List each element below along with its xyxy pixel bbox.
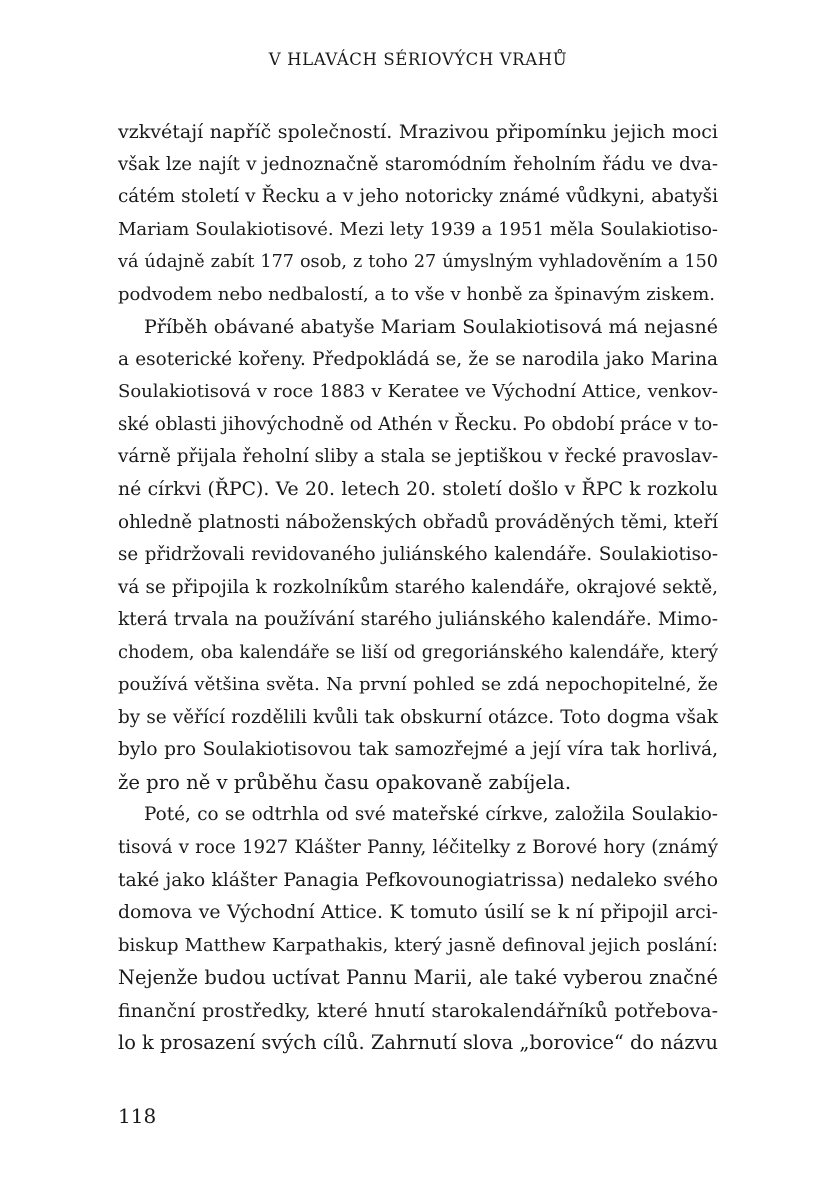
paragraph-first-line: Příběh obávané abatyše Mariam Soulakiotisová má nejasné — [144, 316, 718, 339]
text-line: se přidržovali revidovaného juliánského kalendáře. Soulakiotiso- — [118, 544, 718, 566]
text-line: Mariam Soulakiotisové. Mezi lety 1939 a 1951 měla Soulakiotiso- — [118, 218, 718, 240]
text-line: by se věřící rozdělili kvůli tak obskurní otázce. Toto dogma však — [118, 706, 718, 728]
text-line: tisová v roce 1927 Klášter Panny, léčitelky z Borové hory (známý — [118, 837, 718, 859]
text-line: vá údajně zabít 177 osob, z toho 27 úmyslným vyhladověním a 150 — [118, 252, 718, 273]
text-line: várně přijala řeholní sliby a stala se jeptiškou v řecké pravoslav- — [118, 446, 719, 468]
text-line: která trvala na používání starého juliánského kalendáře. Mimo- — [118, 609, 718, 631]
text-line: cátém století v Řecku a v jeho notoricky známé vůdkyni, abatyši — [118, 186, 718, 208]
text-line: domova ve Východní Attice. K tomuto úsilí se k ní připojil arci- — [118, 902, 718, 924]
text-line: a esoterické kořeny. Předpokládá se, že se narodila jako Marina — [118, 348, 718, 370]
text-line: finanční prostředky, které hnutí starokalendářníků potřebova- — [118, 999, 718, 1022]
page-number: 118 — [118, 1104, 157, 1128]
text-line: ské oblasti jihovýchodně od Athén v Řecku. Po období práce v to- — [118, 413, 719, 435]
text-line: lo k prosazení svých cílů. Zahrnutí slova „borovice“ do názvu — [118, 1031, 718, 1055]
text-line: bylo pro Soulakiotisovou tak samozřejmé a její víra tak horlivá, — [118, 739, 718, 761]
text-line: také jako klášter Panagia Pefkovounogiatrissa) nedaleko svého — [118, 869, 718, 891]
text-line: Nejenže budou uctívat Pannu Marii, ale také vyberou značné — [118, 966, 718, 990]
paragraph-first-line: Poté, co se odtrhla od své mateřské církve, založila Soulakio- — [144, 804, 718, 826]
text-line: chodem, oba kalendáře se liší od gregoriánského kalendáře, který — [118, 641, 718, 663]
body-text — [118, 116, 718, 1060]
text-line: podvodem nebo nedbalostí, a to vše v honbě za špinavým ziskem. — [118, 283, 716, 305]
text-line: vzkvétají napříč společností. Mrazivou připomínku jejich moci — [118, 121, 718, 143]
text-line: vá se připojila k rozkolníkům starého kalendáře, okrajové sektě, — [118, 576, 718, 598]
text-line: né církvi (ŘPC). Ve 20. letech 20. století došlo v ŘPC k rozkolu — [118, 479, 718, 501]
text-line: že pro ně v průběhu času opakovaně zabíjela. — [118, 770, 572, 794]
text-line: ohledně platnosti náboženských obřadů prováděných těmi, kteří — [118, 511, 718, 533]
text-line: Soulakiotisová v roce 1883 v Keratee ve Východní Attice, venkov- — [118, 381, 718, 403]
text-line: používá většina světa. Na první pohled se zdá nepochopitelné, že — [118, 674, 718, 696]
running-head: V HLAVÁCH SÉRIOVÝCH VRAHŮ — [268, 50, 568, 69]
text-line: biskup Matthew Karpathakis, který jasně definoval jejich poslání: — [118, 934, 718, 956]
text-line: však lze najít v jednoznačně staromódním řeholním řádu ve dva- — [118, 153, 718, 175]
